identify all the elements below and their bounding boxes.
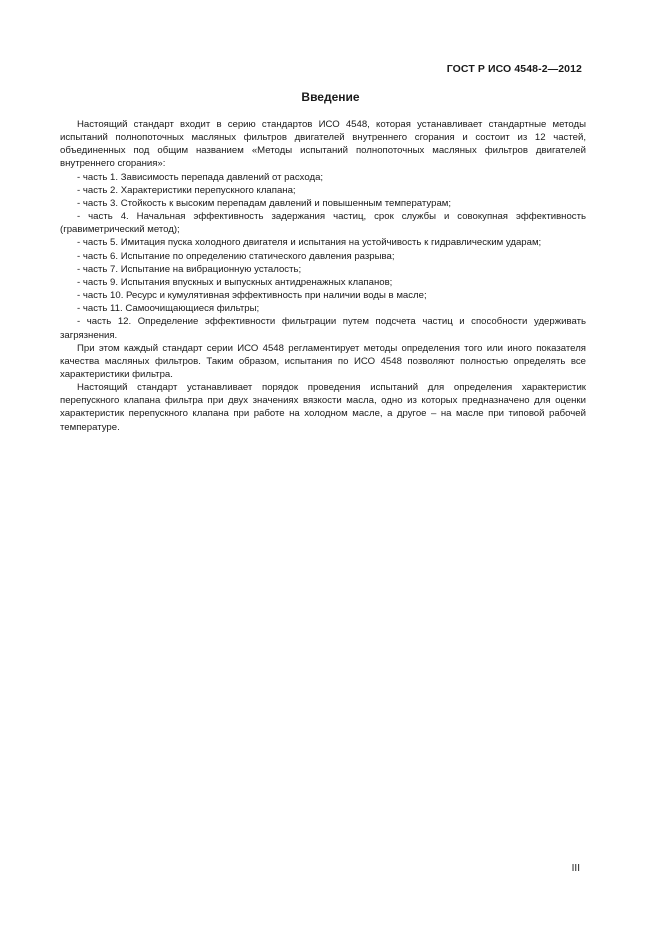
page-number: III bbox=[571, 863, 580, 874]
document-body bbox=[60, 118, 586, 434]
list-item-part-2: - часть 2. Характеристики перепускного клапана; bbox=[77, 184, 296, 196]
document-header: ГОСТ Р ИСО 4548-2—2012 bbox=[446, 63, 582, 75]
list-item-part-1: - часть 1. Зависимость перепада давлений от расхода; bbox=[77, 171, 324, 183]
list-item-part-12: - часть 12. Определение эффективности фильтрации путем подсчета частиц и способности удерживать загрязнения. bbox=[60, 316, 586, 341]
list-item-part-10: - часть 10. Ресурс и кумулятивная эффективность при наличии воды в масле; bbox=[77, 290, 427, 302]
intro-paragraph: Настоящий стандарт входит в серию стандартов ИСО 4548, которая устанавливает стандартные методы испытаний полнопоточных масляных фильтров двигателей внутреннего сгорания и состоит из 12 частей, объединенных под общим названием «Методы испытаний полнопоточных масляных фильтров двигателей внутреннего сгорания»: bbox=[60, 119, 586, 170]
series-paragraph: При этом каждый стандарт серии ИСО 4548 регламентирует методы определения того или иного показателя качества масляных фильтров. Таким образом, испытания по ИСО 4548 позволяют полностью определять все характеристики фильтра. bbox=[60, 342, 586, 380]
list-item-part-7: - часть 7. Испытание на вибрационную усталость; bbox=[77, 263, 302, 275]
page-title: Введение bbox=[301, 90, 360, 104]
list-item-part-4: - часть 4. Начальная эффективность задержания частиц, срок службы и совокупная эффективность (гравиметрический метод); bbox=[60, 211, 586, 236]
list-item-part-11: - часть 11. Самоочищающиеся фильтры; bbox=[77, 303, 260, 315]
list-item-part-6: - часть 6. Испытание по определению статического давления разрыва; bbox=[77, 250, 395, 262]
list-item-part-5: - часть 5. Имитация пуска холодного двигателя и испытания на устойчивость к гидравлическим ударам; bbox=[77, 237, 542, 249]
parts-list bbox=[60, 171, 586, 342]
scope-paragraph: Настоящий стандарт устанавливает порядок проведения испытаний для определения характеристик перепускного клапана фильтра при двух значениях вязкости масла, одно из которых предназначено для оценки характеристик перепускного клапана при работе на холодном масле, а другое – на масле при типовой рабочей температуре. bbox=[60, 382, 586, 433]
list-item-part-3: - часть 3. Стойкость к высоким перепадам давлений и повышенным температурам; bbox=[77, 197, 452, 209]
list-item-part-9: - часть 9. Испытания впускных и выпускных антидренажных клапанов; bbox=[77, 276, 393, 288]
